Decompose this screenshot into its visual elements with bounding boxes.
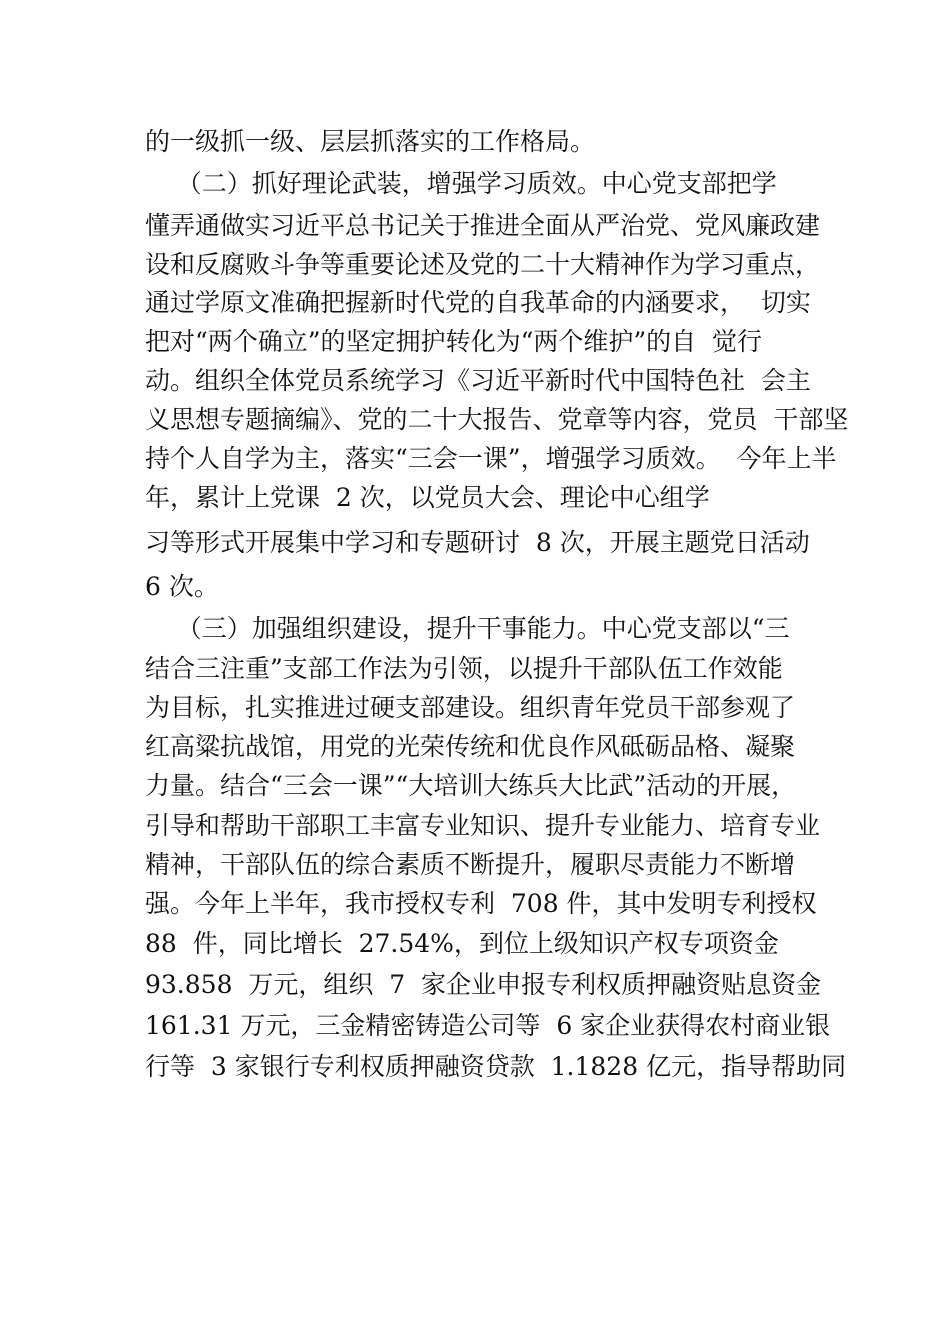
text-line-22: 93.858 万元，组织 7 家企业申报专利权质押融资贴息资金 bbox=[145, 970, 822, 999]
text-line-5: 通过学原文准确把握新时代党的自我革命的内涵要求， 切实 bbox=[145, 288, 811, 317]
text-line-13: （三）加强组织建设，提升干事能力。中心党支部以“三 bbox=[145, 614, 790, 643]
text-line-19: 精神，干部队伍的综合素质不断提升，履职尽责能力不断增 bbox=[145, 850, 796, 879]
text-line-17: 力量。结合“三会一课”“大培训大练兵大比武”活动的开展， bbox=[145, 771, 797, 800]
text-line-4: 设和反腐败斗争等重要论述及党的二十大精神作为学习重点， bbox=[145, 250, 821, 279]
text-line-15: 为目标，扎实推进过硬支部建设。组织青年党员干部参观了 bbox=[145, 693, 796, 722]
text-line-24: 行等 3 家银行专利权质押融资贷款 1.1828 亿元，指导帮助同 bbox=[145, 1052, 847, 1081]
text-line-2: （二）抓好理论武装，增强学习质效。中心党支部把学 bbox=[145, 169, 777, 198]
text-line-1: 的一级抓一级、层层抓落实的工作格局。 bbox=[145, 127, 596, 156]
text-line-10: 年，累计上党课 2 次，以党员大会、理论中心组学 bbox=[145, 483, 710, 512]
text-line-7: 动。组织全体党员系统学习《习近平新时代中国特色社 会主 bbox=[145, 366, 811, 395]
text-line-21: 88 件，同比增长 27.54%，到位上级知识产权专项资金 bbox=[145, 929, 779, 958]
text-line-12: 6 次。 bbox=[145, 572, 219, 601]
text-line-23: 161.31 万元，三金精密铸造公司等 6 家企业获得农村商业银 bbox=[145, 1011, 831, 1040]
text-line-14: 结合三注重”支部工作法为引领，以提升干部队伍工作效能 bbox=[145, 654, 783, 683]
text-line-9: 持个人自学为主，落实“三会一课”，增强学习质效。 今年上半 bbox=[145, 444, 837, 473]
text-line-20: 强。今年上半年，我市授权专利 708 件，其中发明专利授权 bbox=[145, 889, 817, 918]
text-line-16: 红高粱抗战馆，用党的光荣传统和优良作风砥砺品格、凝聚 bbox=[145, 732, 796, 761]
text-line-8: 义思想专题摘编》、党的二十大报告、党章等内容，党员 干部坚 bbox=[145, 405, 849, 434]
text-line-11: 习等形式开展集中学习和专题研讨 8 次，开展主题党日活动 bbox=[145, 528, 810, 557]
text-line-6: 把对“两个确立”的坚定拥护转化为“两个维护”的自 觉行 bbox=[145, 327, 763, 356]
text-line-18: 引导和帮助干部职工丰富专业知识、提升专业能力、培育专业 bbox=[145, 811, 821, 840]
text-line-3: 懂弄通做实习近平总书记关于推进全面从严治党、党风廉政建 bbox=[145, 211, 821, 240]
